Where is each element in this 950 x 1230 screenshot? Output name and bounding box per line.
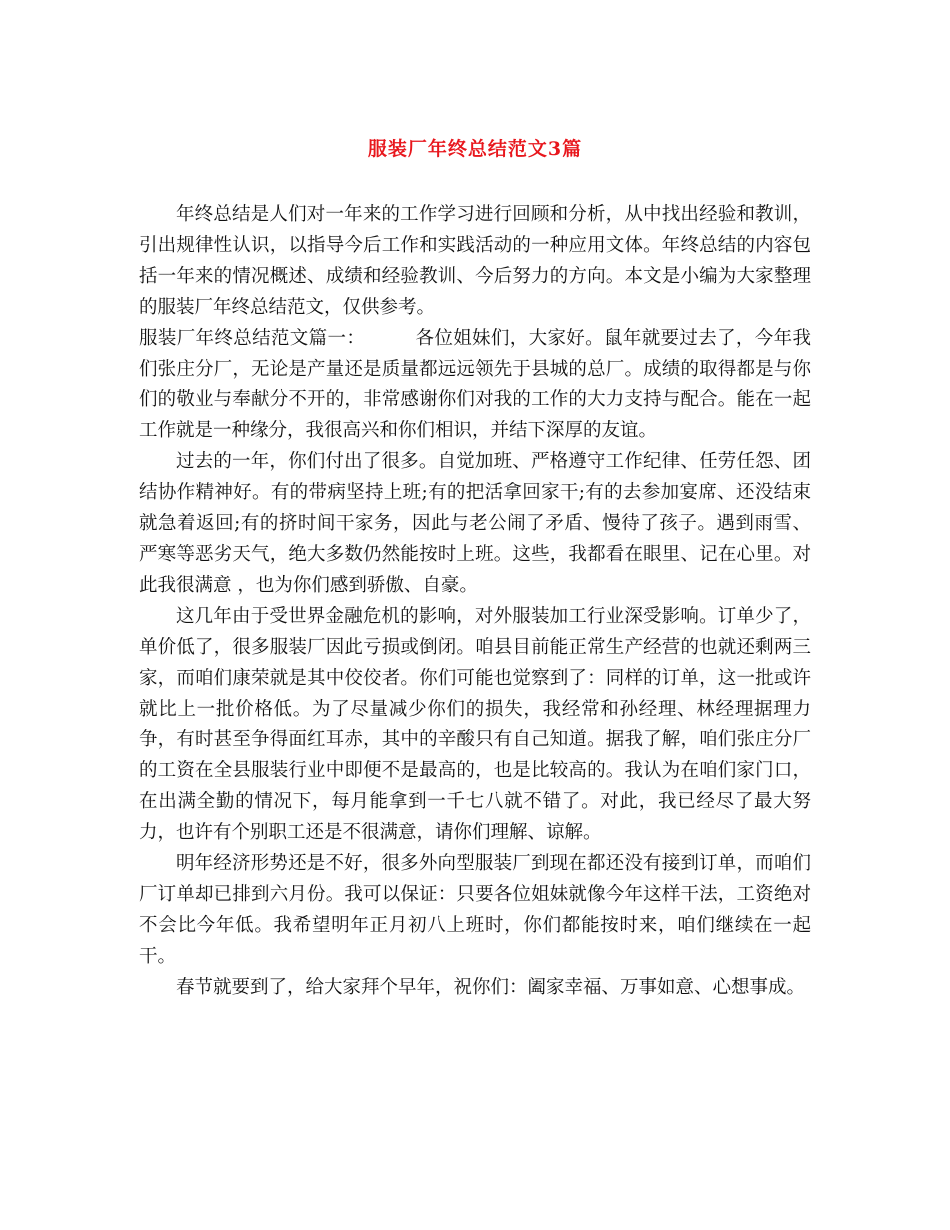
document-title: 服装厂年终总结范文3篇: [367, 138, 583, 160]
paragraph-article-1: [139, 324, 811, 448]
paragraph-5: 明年经济形势还是不好，很多外向型服装厂到现在都还没有接到订单，而咱们厂订单却已排到六月份。我可以保证：只要各位姐妹就像今年这样干法，工资绝对不会比今年低。我希望明年正月初八上班时，你们都能按时来，咱们继续在一起干。: [139, 853, 811, 967]
article-1-heading: 服装厂年终总结范文篇一：: [139, 327, 366, 349]
paragraph-4: 这几年由于受世界金融危机的影响，对外服装加工行业深受影响。订单少了，单价低了，很多服装厂因此亏损或倒闭。咱县目前能正常生产经营的也就还剩两三家，而咱们康荣就是其中佼佼者。你们可能也觉察到了：同样的订单，这一批或许就比上一批价格低。为了尽量减少你们的损失，我经常和孙经理、林经理据理力争，有时甚至争得面红耳赤，其中的辛酸只有自己知道。据我了解，咱们张庄分厂的工资在全县服装行业中即便不是最高的，也是比较高的。我认为在咱们家门口，在出满全勤的情况下，每月能拿到一千七八就不错了。对此，我已经尽了最大努力，也许有个别职工还是不很满意，请你们理解、谅解。: [139, 605, 811, 844]
document-body: [139, 200, 811, 1004]
paragraph-3: 过去的一年，你们付出了很多。自觉加班、严格遵守工作纪律、任劳任怨、团结协作精神好。有的带病坚持上班;有的把活拿回家干;有的去参加宴席、还没结束就急着返回;有的挤时间干家务，因此与老公闹了矛盾、慢待了孩子。遇到雨雪、严寒等恶劣天气，绝大多数仍然能按时上班。这些，我都看在眼里、记在心里。对此我很满意 ，也为你们感到骄傲、自豪。: [139, 451, 811, 596]
paragraph-6: 春节就要到了，给大家拜个早年，祝你们：阖家幸福、万事如意、心想事成。: [176, 976, 806, 998]
paragraph-intro: 年终总结是人们对一年来的工作学习进行回顾和分析，从中找出经验和教训，引出规律性认识，以指导今后工作和实践活动的一种应用文体。年终总结的内容包括一年来的情况概述、成绩和经验教训、今后努力的方向。本文是小编为大家整理的服装厂年终总结范文，仅供参考。: [139, 204, 811, 318]
article-1-text: 各位姐妹们，大家好。鼠年就要过去了，今年我们张庄分厂，无论是产量还是质量都远远领先于县城的总厂。成绩的取得都是与你们的敬业与奉献分不开的，非常感谢你们对我的工作的大力支持与配合。能在一起工作就是一种缘分，我很高兴和你们相识，并结下深厚的友谊。: [139, 327, 811, 442]
